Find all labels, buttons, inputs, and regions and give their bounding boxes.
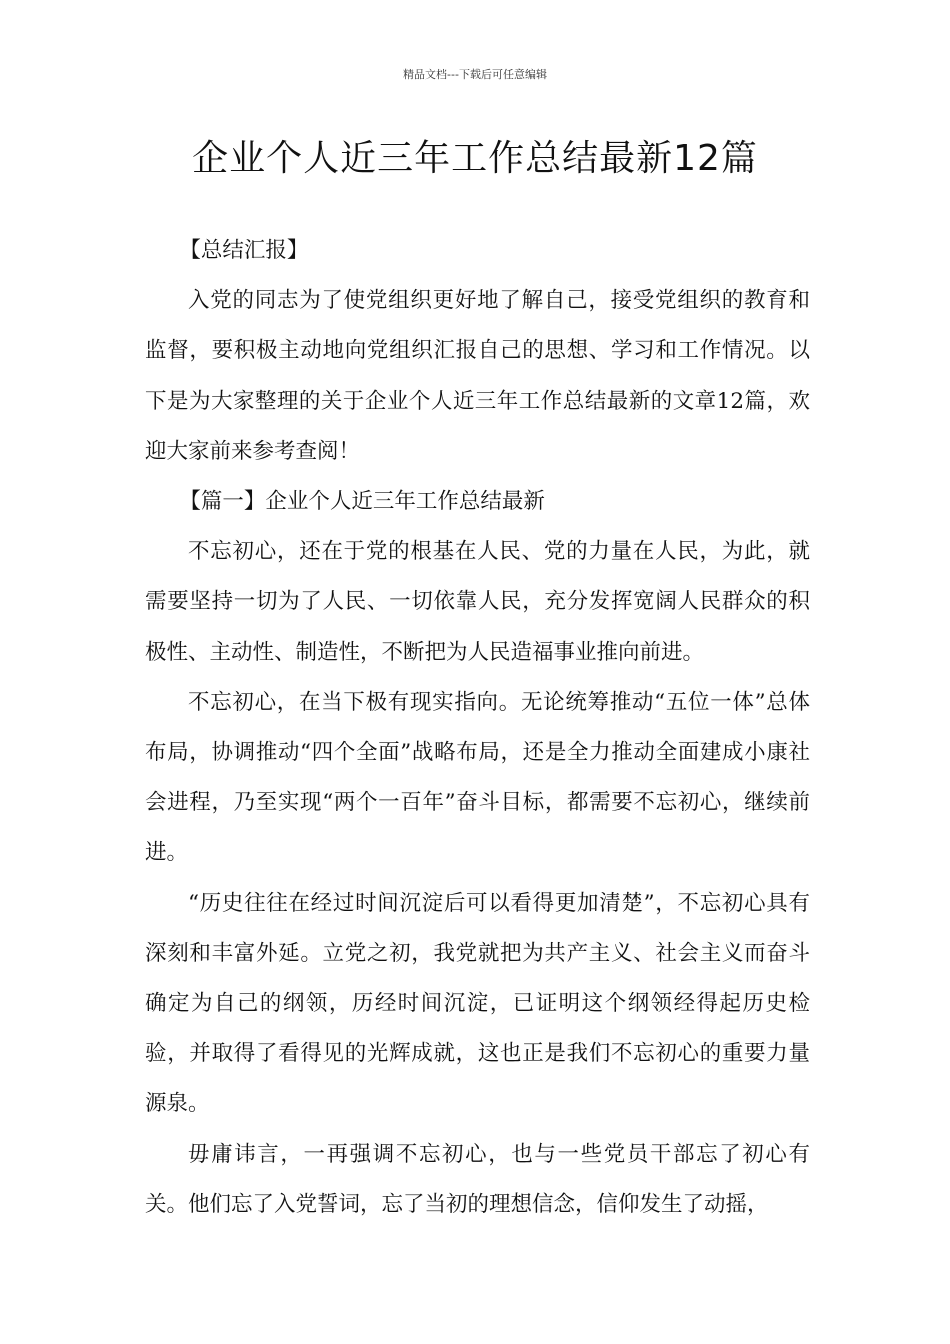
intro-paragraph: 入党的同志为了使党组织更好地了解自己，接受党组织的教育和监督，要积极主动地向党组织汇报自己的思想、学习和工作情况。以下是为大家整理的关于企业个人近三年工作总结最新的文章12篇，欢迎大家前来参考查阅！	[145, 288, 810, 464]
body-paragraph: 毋庸讳言，一再强调不忘初心，也与一些党员干部忘了初心有关。他们忘了入党誓词，忘了当初的理想信念，信仰发生了动摇，	[145, 1141, 810, 1217]
body-paragraph: 不忘初心，还在于党的根基在人民、党的力量在人民，为此，就需要坚持一切为了人民、一切依靠人民，充分发挥宽阔人民群众的积极性、主动性、制造性，不断把为人民造福事业推向前进。	[145, 539, 810, 665]
section-heading-part-one: 【篇一】企业个人近三年工作总结最新	[179, 489, 545, 515]
document-title: 企业个人近三年工作总结最新12篇	[192, 138, 758, 179]
document-body	[145, 226, 810, 1230]
body-paragraph: 不忘初心，在当下极有现实指向。无论统筹推动“五位一体”总体布局，协调推动“四个全面”战略布局，还是全力推动全面建成小康社会进程，乃至实现“两个一百年”奋斗目标，都需要不忘初心，继续前进。	[145, 689, 810, 866]
body-paragraph: “历史往往在经过时间沉淀后可以看得更加清楚”，不忘初心具有深刻和丰富外延。立党之初，我党就把为共产主义、社会主义而奋斗确定为自己的纲领，历经时间沉淀，已证明这个纲领经得起历史检验，并取得了看得见的光辉成就，这也正是我们不忘初心的重要力量源泉。	[145, 890, 810, 1117]
header-note: 精品文档---下载后可任意编辑	[403, 68, 547, 81]
section-label-summary: 【总结汇报】	[179, 238, 309, 263]
